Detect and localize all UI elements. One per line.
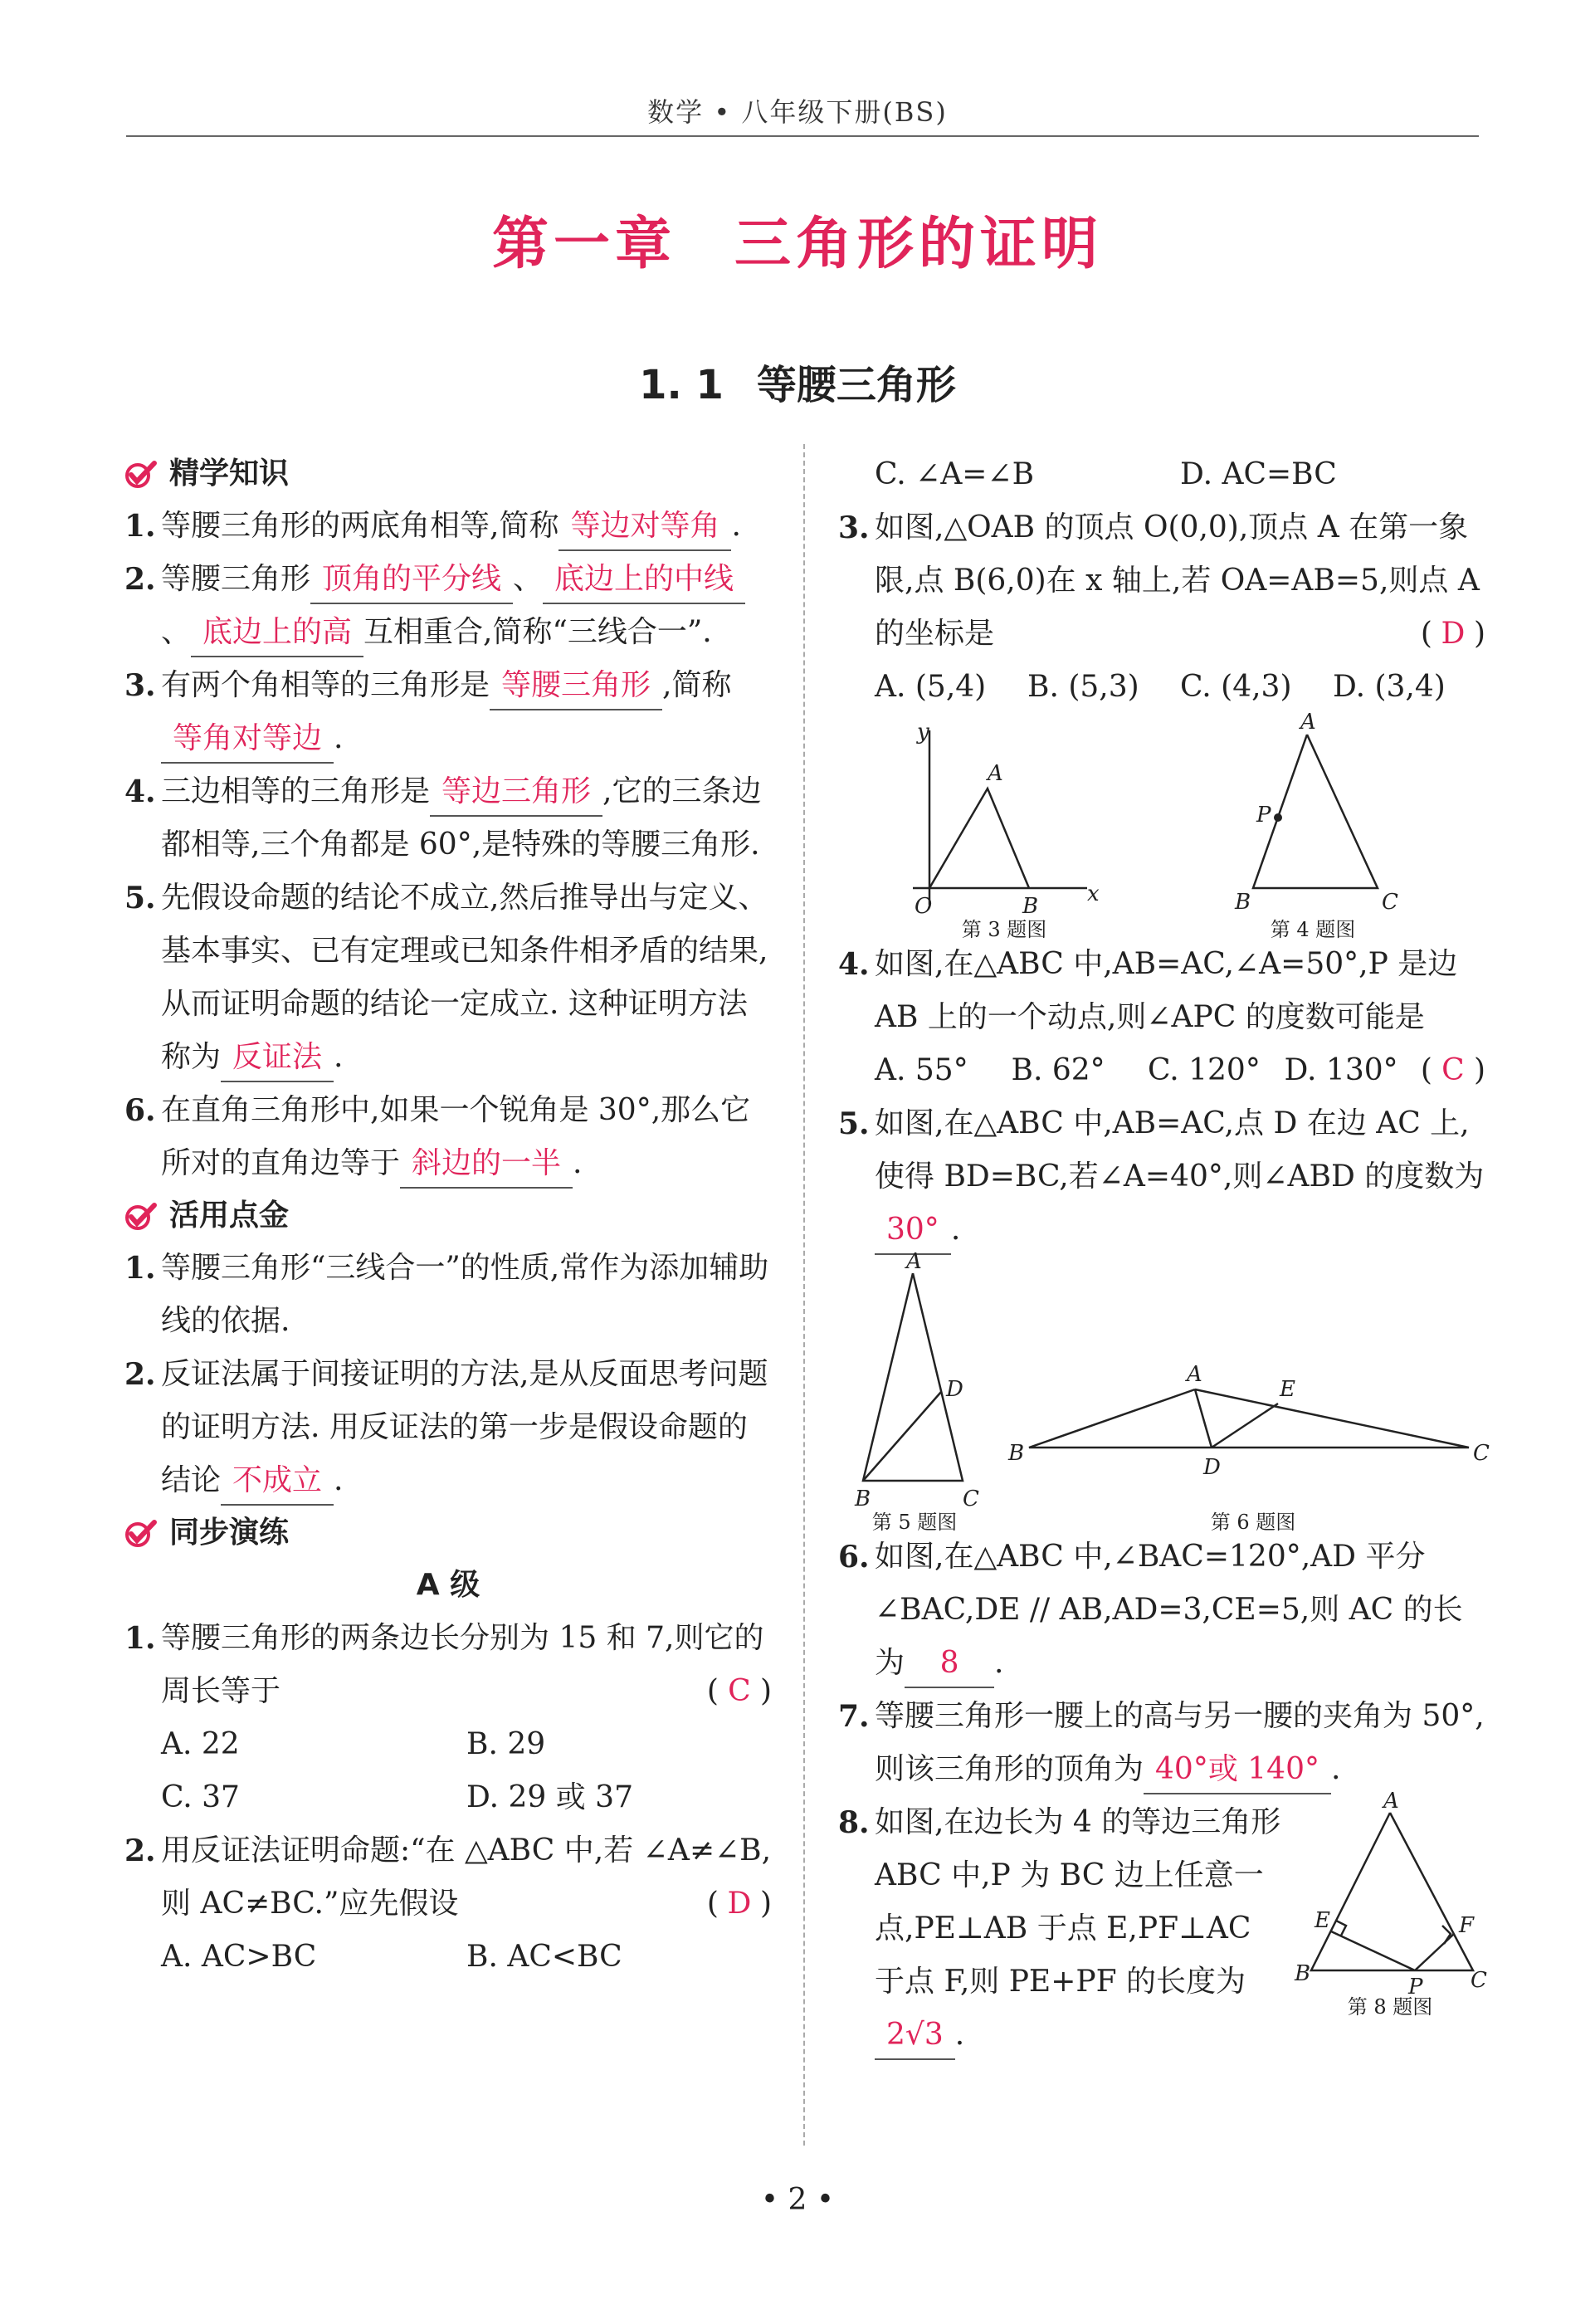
question-3 xyxy=(838,501,1485,714)
answer-blank: 等角对等边 xyxy=(161,715,334,764)
question-8 xyxy=(838,1789,1487,2062)
question-number: 6. xyxy=(838,1540,870,1575)
question-number: 2. xyxy=(124,1833,156,1868)
label-a: A xyxy=(1187,1362,1202,1387)
answer-blank: 8 xyxy=(905,1640,994,1688)
triangle-abc xyxy=(1029,1389,1469,1448)
question-number: 4. xyxy=(838,947,870,982)
label-b: B xyxy=(855,1487,871,1511)
question-text: 如图,在△ABC 中,∠BAC=120°,AD 平分∠BAC,DE // AB,AD=3,CE=5,则 AC 的长为 xyxy=(875,1540,1463,1680)
label-d: D xyxy=(1203,1455,1221,1480)
chapter-title xyxy=(0,199,1595,280)
choice-answer: C xyxy=(728,1674,751,1708)
item-text: 等腰三角形 xyxy=(161,562,311,596)
separator: 、 xyxy=(161,615,192,649)
practice-heading-label: 同步演练 xyxy=(169,1516,290,1550)
option-b: B. (5,3) xyxy=(1027,670,1139,704)
figure-8-caption: 第 8 题图 xyxy=(1347,1995,1433,2019)
label-c: C xyxy=(1382,890,1398,915)
options xyxy=(875,661,1485,714)
question-5 xyxy=(838,1097,1485,1257)
question-text-post: . xyxy=(950,1213,961,1247)
choice-answer: C xyxy=(1441,1053,1465,1087)
question-text: 等腰三角形的两条边长分别为 15 和 7,则它的周长等于 xyxy=(161,1621,764,1708)
question-number: 5. xyxy=(838,1106,870,1141)
knowledge-heading xyxy=(124,448,772,500)
label-b: B xyxy=(1022,894,1039,919)
answer-blank: 40°或 140° xyxy=(1144,1746,1331,1794)
question-number: 8. xyxy=(838,1805,870,1840)
figure-3-caption: 第 3 题图 xyxy=(961,918,1047,941)
options xyxy=(161,1718,772,1824)
option-d: D. 29 或 37 xyxy=(466,1780,633,1814)
answer-blank: 不成立 xyxy=(221,1457,334,1506)
header-rule xyxy=(126,135,1479,137)
tips-item-1 xyxy=(124,1242,772,1348)
answer-blank: 2√3 xyxy=(875,2012,955,2060)
item-number: 1. xyxy=(124,509,156,544)
question-number: 7. xyxy=(838,1699,870,1734)
options xyxy=(161,1931,772,1984)
question-number: 3. xyxy=(838,510,870,545)
option-b: B. 62° xyxy=(1011,1053,1105,1087)
label-c: C xyxy=(1473,1441,1490,1466)
item-text-post: . xyxy=(573,1146,583,1180)
options xyxy=(875,1044,1421,1097)
answer-paren: ( C ) xyxy=(1421,1044,1485,1097)
section-number: 1. 1 xyxy=(639,362,724,408)
answer-blank: 等边对等角 xyxy=(558,503,731,551)
label-y: y xyxy=(917,720,929,745)
knowledge-item-3 xyxy=(124,659,772,765)
item-text-post: 互相重合,简称“三线合一”. xyxy=(363,615,712,649)
item-text-mid: ,简称 xyxy=(662,668,732,702)
question-number: 1. xyxy=(124,1621,156,1656)
check-badge-icon xyxy=(124,459,158,489)
question-4 xyxy=(838,938,1485,1097)
question-7 xyxy=(838,1690,1485,1796)
item-text-post: . xyxy=(334,721,344,755)
figures-3-4 xyxy=(838,710,1485,941)
figure-6-caption: 第 6 题图 xyxy=(1210,1511,1296,1534)
item-number: 6. xyxy=(124,1093,156,1128)
label-f: F xyxy=(1459,1913,1475,1938)
segment-ad xyxy=(1195,1389,1212,1448)
item-number: 1. xyxy=(124,1251,156,1286)
section-name: 等腰三角形 xyxy=(756,362,956,408)
question-1 xyxy=(124,1612,772,1824)
label-a: A xyxy=(1383,1789,1399,1814)
label-b: B xyxy=(1235,890,1251,915)
option-c: C. ∠A=∠B xyxy=(875,457,1035,491)
right-column xyxy=(838,448,1490,2062)
option-d: D. 130° xyxy=(1284,1053,1398,1087)
item-text: 等腰三角形的两底角相等,简称 xyxy=(161,509,559,543)
label-e: E xyxy=(1315,1908,1330,1933)
label-a: A xyxy=(906,1249,922,1274)
figure-3 xyxy=(913,730,1087,905)
option-a: A. 55° xyxy=(875,1053,968,1087)
column-divider xyxy=(803,444,805,2146)
running-header: 数学 • 八年级下册(BS) xyxy=(647,96,948,128)
option-a: A. AC>BC xyxy=(161,1940,317,1974)
item-text-post: ,它的三条边都相等,三个角都是 60°,是特殊的等腰三角形. xyxy=(161,774,762,862)
choice-answer: D xyxy=(727,1887,752,1921)
question-6 xyxy=(838,1531,1485,1690)
figure-5-6-canvas xyxy=(838,1249,1490,1534)
check-badge-icon xyxy=(124,1518,158,1548)
item-number: 2. xyxy=(124,1357,156,1392)
item-number: 2. xyxy=(124,562,156,597)
item-text: 在直角三角形中,如果一个锐角是 30°,那么它所对的直角边等于 xyxy=(161,1093,751,1180)
answer-blank: 等边三角形 xyxy=(430,769,602,817)
chapter-name: 三角形的证明 xyxy=(734,212,1104,277)
knowledge-heading-label: 精学知识 xyxy=(169,456,290,491)
segment-de xyxy=(1212,1404,1278,1448)
question-text: 等腰三角形一腰上的高与另一腰的夹角为 50°,则该三角形的顶角为 xyxy=(875,1699,1485,1786)
option-d: D. (3,4) xyxy=(1333,670,1446,704)
level-label: A 级 xyxy=(416,1568,480,1602)
chapter-prefix: 第一章 xyxy=(491,212,676,277)
answer-blank: 等腰三角形 xyxy=(490,662,662,710)
separator: 、 xyxy=(513,562,544,596)
triangle-abc xyxy=(1253,735,1378,888)
label-x: x xyxy=(1087,881,1100,906)
item-text: 反证法属于间接证明的方法,是从反面思考问题的证明方法. 用反证法的第一步是假设命题的结论 xyxy=(161,1357,768,1497)
item-text: 等腰三角形“三线合一”的性质,常作为添加辅助线的依据. xyxy=(161,1251,769,1338)
check-badge-icon xyxy=(124,1201,158,1231)
question-text: 如图,在△ABC 中,AB=AC,∠A=50°,P 是边 AB 上的一个动点,则∠APC 的度数可能是 xyxy=(875,947,1458,1034)
triangle-oab xyxy=(929,788,1029,888)
question-text: 如图,在边长为 4 的等边三角形 ABC 中,P 为 BC 边上任意一点,PE⊥AB 于点 E,PF⊥AC 于点 F,则 PE+PF 的长度为 xyxy=(875,1805,1281,1999)
knowledge-item-4 xyxy=(124,765,772,872)
figure-4 xyxy=(1253,735,1378,888)
figures-5-6 xyxy=(838,1249,1490,1534)
label-d: D xyxy=(946,1377,963,1402)
triangle-abc xyxy=(1311,1813,1473,1970)
label-e: E xyxy=(1280,1377,1295,1402)
label-b: B xyxy=(1295,1961,1311,1986)
item-text-post: . xyxy=(334,1040,344,1074)
question-text: 如图,在△ABC 中,AB=AC,点 D 在边 AC 上,使得 BD=BC,若∠A=40°,则∠ABD 的度数为 xyxy=(875,1106,1485,1194)
figure-5-caption: 第 5 题图 xyxy=(871,1511,958,1534)
item-number: 5. xyxy=(124,881,156,915)
knowledge-item-5 xyxy=(124,872,772,1084)
answer-blank: 顶角的平分线 xyxy=(310,556,513,604)
item-text-post: . xyxy=(731,509,741,543)
right-angle-mark-f xyxy=(1442,1926,1451,1944)
item-number: 3. xyxy=(124,668,156,703)
tips-item-2 xyxy=(124,1348,772,1507)
label-p: P xyxy=(1256,803,1271,828)
tips-heading-label: 活用点金 xyxy=(169,1199,290,1233)
practice-heading xyxy=(124,1507,772,1559)
label-c: C xyxy=(963,1487,979,1511)
question-text: 如图,△OAB 的顶点 O(0,0),顶点 A 在第一象限,点 B(6,0)在 x 轴上,若 OA=AB=5,则点 A 的坐标是 xyxy=(875,510,1480,651)
answer-paren: ( D ) xyxy=(1421,608,1485,661)
knowledge-item-2 xyxy=(124,553,772,659)
tips-heading xyxy=(124,1190,772,1242)
options-continued xyxy=(838,448,1485,501)
segment-pe xyxy=(1331,1931,1415,1970)
option-b: B. AC<BC xyxy=(466,1940,622,1974)
page-number: • 2 • xyxy=(760,2183,835,2217)
question-text-post: . xyxy=(994,1646,1004,1680)
point-p xyxy=(1274,813,1282,822)
answer-blank: 底边上的中线 xyxy=(543,556,745,604)
item-text-post: . xyxy=(334,1463,344,1497)
label-a: A xyxy=(988,761,1003,786)
item-text: 先假设命题的结论不成立,然后推导出与定义、基本事实、已有定理或已知条件相矛盾的结果,从而证明命题的结论一定成立. 这种证明方法称为 xyxy=(161,881,768,1074)
question-text: 用反证法证明命题:“在 △ABC 中,若 ∠A≠∠B,则 AC≠BC.”应先假设 xyxy=(161,1833,772,1921)
figure-3-4-canvas xyxy=(838,710,1485,941)
figure-4-caption: 第 4 题图 xyxy=(1270,918,1356,941)
section-title xyxy=(0,353,1595,410)
figure-6 xyxy=(1029,1389,1469,1448)
answer-blank: 30° xyxy=(875,1207,951,1255)
option-a: A. 22 xyxy=(161,1727,240,1761)
left-column xyxy=(124,448,772,1984)
question-text-post: . xyxy=(1330,1752,1341,1786)
answer-blank: 反证法 xyxy=(221,1034,334,1082)
label-c: C xyxy=(1471,1968,1487,1993)
label-a: A xyxy=(1300,710,1316,735)
label-p: P xyxy=(1408,1975,1423,1999)
option-c: C. 120° xyxy=(1147,1053,1261,1087)
label-o: O xyxy=(915,894,933,919)
choice-answer: D xyxy=(1441,617,1466,651)
option-c: C. (4,3) xyxy=(1180,670,1292,704)
answer-paren: ( C ) xyxy=(707,1665,772,1718)
option-a: A. (5,4) xyxy=(875,670,987,704)
answer-blank: 斜边的一半 xyxy=(400,1140,573,1189)
option-d: D. AC=BC xyxy=(1180,457,1337,491)
question-text-post: . xyxy=(954,2018,965,2052)
knowledge-item-6 xyxy=(124,1084,772,1190)
item-text: 三边相等的三角形是 xyxy=(161,774,431,808)
item-number: 4. xyxy=(124,774,156,809)
answer-blank: 底边上的高 xyxy=(191,609,363,657)
question-2 xyxy=(124,1824,772,1984)
option-c: C. 37 xyxy=(161,1780,240,1814)
answer-paren: ( D ) xyxy=(707,1877,772,1931)
option-b: B. 29 xyxy=(466,1727,546,1761)
label-b: B xyxy=(1008,1441,1025,1466)
knowledge-item-1 xyxy=(124,500,772,553)
figure-8 xyxy=(1295,1789,1487,2020)
item-text: 有两个角相等的三角形是 xyxy=(161,668,490,702)
